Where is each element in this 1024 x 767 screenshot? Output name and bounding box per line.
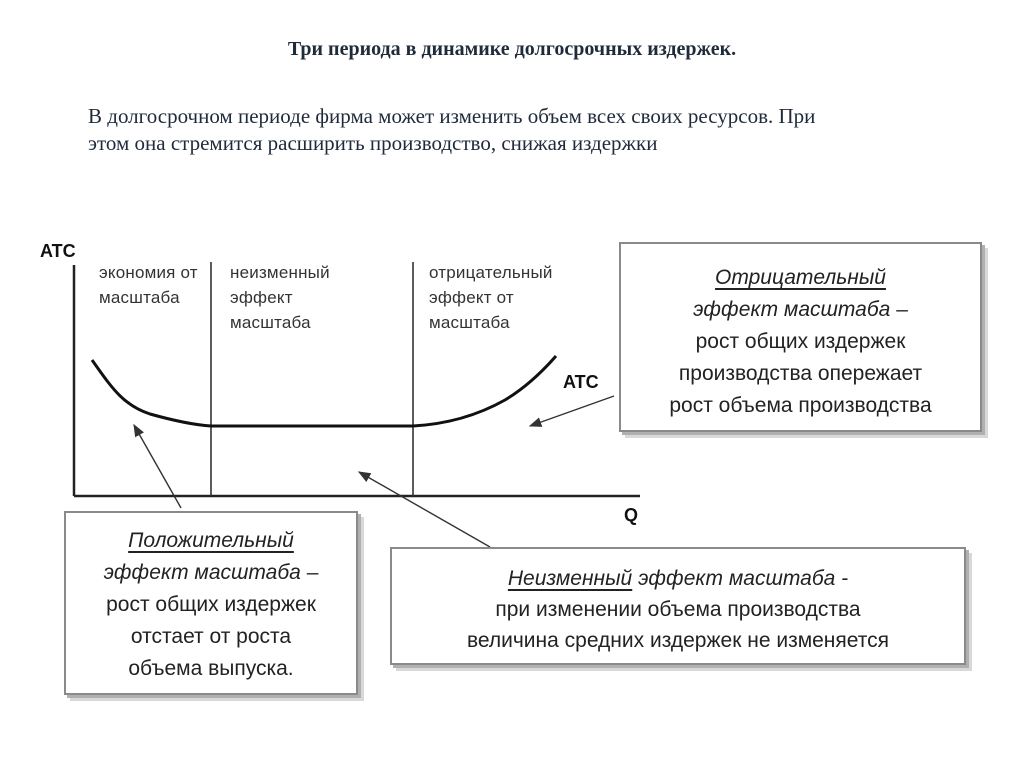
arrow-constant bbox=[359, 472, 490, 547]
positive-box-line-4: отстает от роста bbox=[130, 625, 292, 648]
zone-2-line-1: неизменный bbox=[230, 263, 330, 282]
atc-curve bbox=[92, 356, 556, 426]
negative-box-line-2: эффект масштаба – bbox=[693, 298, 908, 321]
constant-effect-box bbox=[390, 547, 966, 665]
positive-box-line-3: рост общих издержек bbox=[106, 593, 316, 616]
zone-3-line-3: масштаба bbox=[429, 313, 510, 332]
negative-effect-box bbox=[619, 242, 982, 432]
zone-label-economy bbox=[99, 260, 198, 310]
zone-1-line-2: масштаба bbox=[99, 288, 180, 307]
zone-1-line-1: экономия от bbox=[99, 263, 198, 282]
constant-box-line-2: при изменении объема производства bbox=[495, 598, 861, 621]
negative-box-line-3: рост общих издержек bbox=[695, 330, 906, 353]
curve-label: ATC bbox=[563, 372, 599, 392]
y-axis-label: ATC bbox=[40, 241, 76, 261]
positive-box-line-2: эффект масштаба – bbox=[103, 561, 319, 584]
constant-box-title-rest: эффект масштаба - bbox=[632, 567, 849, 590]
negative-box-title: Отрицательный bbox=[715, 266, 886, 289]
positive-effect-box bbox=[64, 511, 358, 695]
positive-box-title: Положительный bbox=[128, 529, 294, 552]
x-axis-label: Q bbox=[624, 505, 639, 525]
intro-line-2: этом она стремится расширить производство, снижая издержки bbox=[88, 131, 658, 155]
positive-box-line-5: объема выпуска. bbox=[128, 657, 294, 680]
constant-box-line-3: величина средних издержек не изменяется bbox=[466, 629, 890, 652]
zone-label-constant bbox=[230, 260, 330, 335]
zone-label-negative bbox=[429, 260, 553, 335]
zone-2-line-3: масштаба bbox=[230, 313, 311, 332]
negative-box-line-4: производства опережает bbox=[678, 362, 923, 385]
constant-box-heading bbox=[392, 563, 964, 594]
zone-2-line-2: эффект bbox=[230, 288, 293, 307]
zone-3-line-2: эффект от bbox=[429, 288, 514, 307]
negative-box-line-5: рост объема производства bbox=[669, 394, 932, 417]
slide-title: Три периода в динамике долгосрочных издержек. bbox=[287, 38, 737, 60]
constant-box-title: Неизменный bbox=[507, 567, 633, 590]
zone-3-line-1: отрицательный bbox=[429, 263, 553, 282]
intro-line-1: В долгосрочном периоде фирма может изменить объем всех своих ресурсов. При bbox=[88, 104, 816, 128]
arrow-negative bbox=[530, 396, 614, 426]
